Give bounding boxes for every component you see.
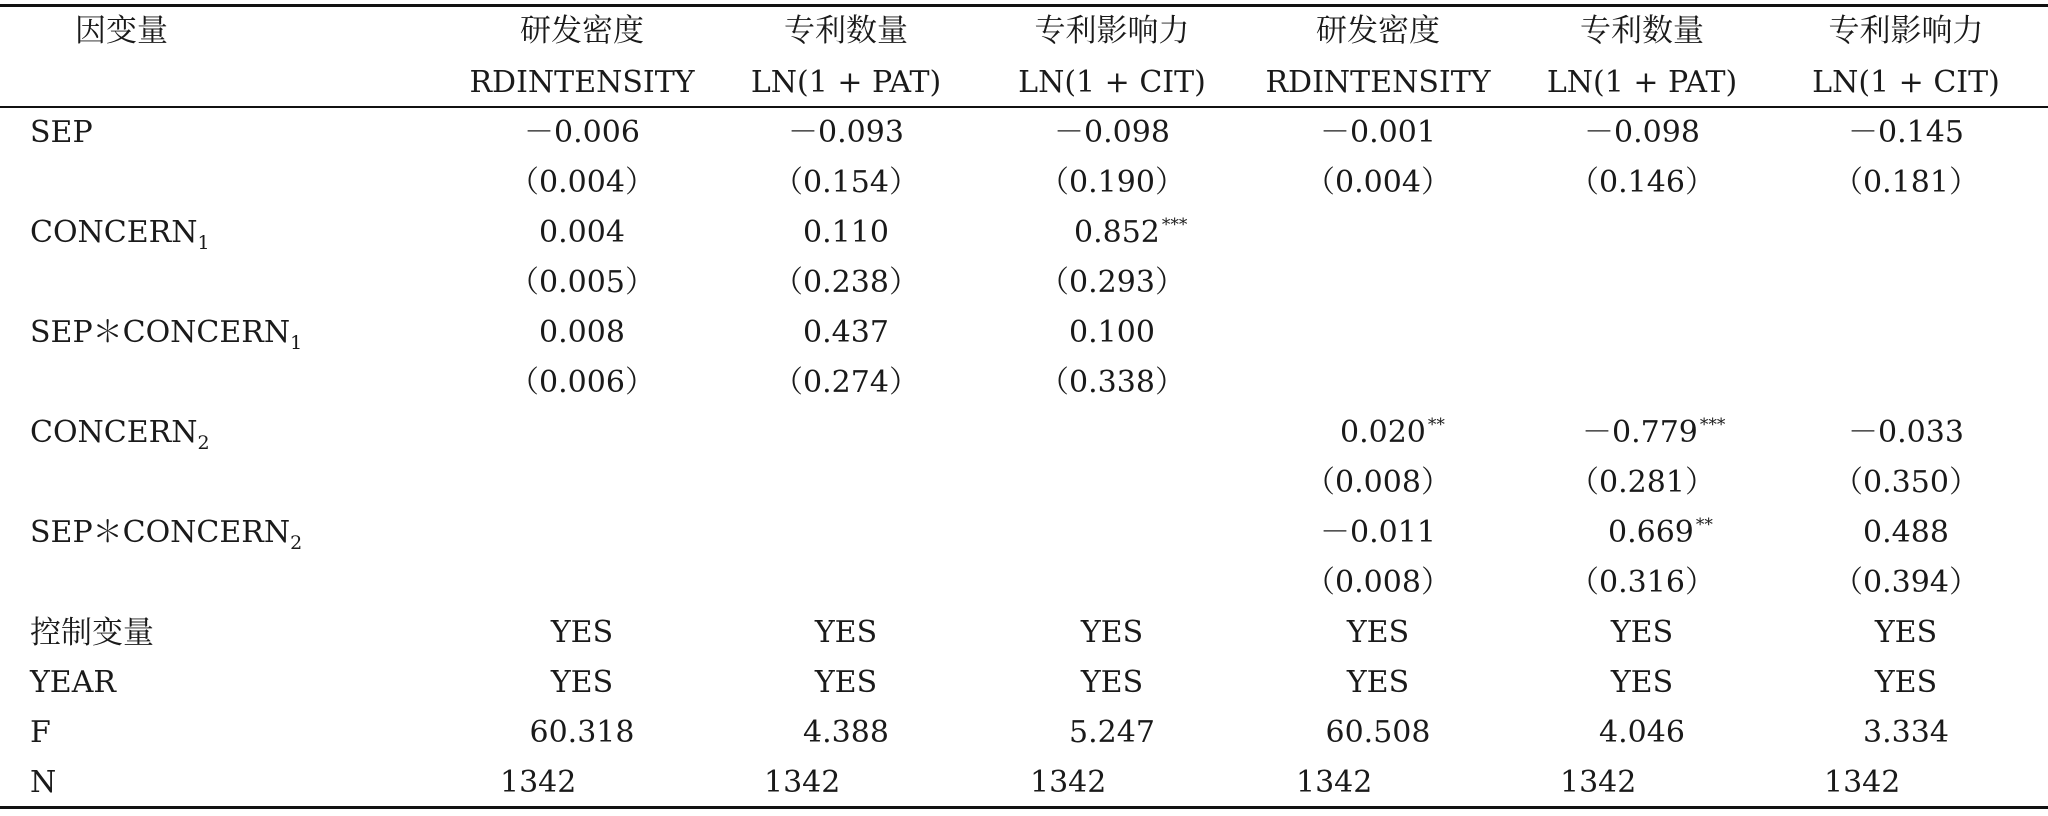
f-col4: 60.508 bbox=[1325, 715, 1431, 750]
sep-se-col3: （0.190） bbox=[1039, 165, 1185, 200]
header-subtitle-col1: RDINTENSITY bbox=[469, 65, 695, 100]
header-label: 因变量 bbox=[75, 13, 168, 49]
controls-col3: YES bbox=[1080, 615, 1144, 650]
controls-col6: YES bbox=[1874, 615, 1938, 650]
n-col1: 1342 bbox=[500, 765, 577, 800]
f-col5: 4.046 bbox=[1599, 715, 1685, 750]
n-col6: 1342 bbox=[1824, 765, 1901, 800]
row-label-sep-concern2: $SEP*CONCERN_2$ bbox=[30, 515, 303, 554]
year-col3: YES bbox=[1080, 665, 1144, 700]
row-label-year: YEAR bbox=[30, 665, 116, 700]
table-top-rule bbox=[0, 4, 2048, 7]
sep-coef-col2: －0.093 bbox=[788, 115, 904, 150]
header-subtitle-col6: LN(1 + CIT) bbox=[1812, 65, 2000, 100]
year-col1: YES bbox=[550, 665, 614, 700]
concern2-coef-col4: 0.020 ** bbox=[1340, 415, 1445, 450]
year-col6: YES bbox=[1874, 665, 1938, 700]
row-label-concern2: $CONCERN_2$ bbox=[30, 415, 210, 454]
n-col4: 1342 bbox=[1296, 765, 1373, 800]
sep-concern2-se-col5: （0.316） bbox=[1569, 565, 1715, 600]
sep-concern2-coef-col6: 0.488 bbox=[1863, 515, 1949, 550]
sep-se-col2: （0.154） bbox=[773, 165, 919, 200]
concern1-se-col3: （0.293） bbox=[1039, 265, 1185, 300]
header-title-col3: 专利影响力 bbox=[1034, 13, 1190, 49]
concern1-se-col2: （0.238） bbox=[773, 265, 919, 300]
concern2-coef-col6: －0.033 bbox=[1848, 415, 1964, 450]
concern2-se-col4: （0.008） bbox=[1305, 465, 1451, 500]
header-subtitle-col3: LN(1 + CIT) bbox=[1018, 65, 1206, 100]
n-col5: 1342 bbox=[1560, 765, 1637, 800]
concern2-se-col6: （0.350） bbox=[1833, 465, 1979, 500]
year-col5: YES bbox=[1610, 665, 1674, 700]
controls-col4: YES bbox=[1346, 615, 1410, 650]
row-label-concern1: $CONCERN_1$ bbox=[30, 215, 210, 254]
header-title-col6: 专利影响力 bbox=[1828, 13, 1984, 49]
sep-se-col1: （0.004） bbox=[509, 165, 655, 200]
sep-concern2-coef-col5: 0.669 ** bbox=[1608, 515, 1713, 550]
header-title-col5: 专利数量 bbox=[1580, 13, 1704, 49]
sep-coef-col4: －0.001 bbox=[1320, 115, 1436, 150]
header-title-col1: 研发密度 bbox=[520, 13, 644, 49]
sep-concern1-se-col1: （0.006） bbox=[509, 365, 655, 400]
concern1-se-col1: （0.005） bbox=[509, 265, 655, 300]
controls-col5: YES bbox=[1610, 615, 1674, 650]
concern2-se-col5: （0.281） bbox=[1569, 465, 1715, 500]
significance-stars: *** bbox=[1161, 215, 1188, 235]
sep-coef-col1: －0.006 bbox=[524, 115, 640, 150]
controls-col1: YES bbox=[550, 615, 614, 650]
header-title-col2: 专利数量 bbox=[784, 13, 908, 49]
sep-se-col6: （0.181） bbox=[1833, 165, 1979, 200]
f-col6: 3.334 bbox=[1863, 715, 1949, 750]
table-header-rule bbox=[0, 106, 2048, 108]
n-col3: 1342 bbox=[1030, 765, 1107, 800]
sep-concern2-se-col6: （0.394） bbox=[1833, 565, 1979, 600]
row-label-controls: 控制变量 bbox=[30, 615, 154, 651]
significance-stars: ** bbox=[1427, 415, 1445, 435]
sep-concern2-se-col4: （0.008） bbox=[1305, 565, 1451, 600]
sep-coef-col5: －0.098 bbox=[1584, 115, 1700, 150]
n-col2: 1342 bbox=[764, 765, 841, 800]
sep-coef-col6: －0.145 bbox=[1848, 115, 1964, 150]
concern1-coef-col3: 0.852 *** bbox=[1074, 215, 1188, 250]
sep-concern1-se-col3: （0.338） bbox=[1039, 365, 1185, 400]
sep-concern1-coef-col1: 0.008 bbox=[539, 315, 625, 350]
year-col2: YES bbox=[814, 665, 878, 700]
row-label-n: N bbox=[30, 765, 57, 800]
sep-concern1-se-col2: （0.274） bbox=[773, 365, 919, 400]
sep-se-col4: （0.004） bbox=[1305, 165, 1451, 200]
f-col1: 60.318 bbox=[529, 715, 635, 750]
header-title-col4: 研发密度 bbox=[1316, 13, 1440, 49]
sep-concern1-coef-col3: 0.100 bbox=[1069, 315, 1155, 350]
header-subtitle-col4: RDINTENSITY bbox=[1265, 65, 1491, 100]
table-bottom-rule bbox=[0, 806, 2048, 809]
header-subtitle-col5: LN(1 + PAT) bbox=[1546, 65, 1738, 100]
sep-se-col5: （0.146） bbox=[1569, 165, 1715, 200]
row-label-sep: SEP bbox=[30, 115, 93, 150]
controls-col2: YES bbox=[814, 615, 878, 650]
row-label-f: F bbox=[30, 715, 51, 750]
f-col3: 5.247 bbox=[1069, 715, 1155, 750]
significance-stars: ** bbox=[1695, 515, 1713, 535]
sep-coef-col3: －0.098 bbox=[1054, 115, 1170, 150]
sep-concern1-coef-col2: 0.437 bbox=[803, 315, 889, 350]
significance-stars: *** bbox=[1699, 415, 1726, 435]
sep-concern2-coef-col4: －0.011 bbox=[1320, 515, 1436, 550]
row-label-sep-concern1: $SEP*CONCERN_1$ bbox=[30, 315, 303, 354]
concern2-coef-col5: －0.779 *** bbox=[1582, 415, 1726, 450]
f-col2: 4.388 bbox=[803, 715, 889, 750]
year-col4: YES bbox=[1346, 665, 1410, 700]
concern1-coef-col2: 0.110 bbox=[803, 215, 889, 250]
concern1-coef-col1: 0.004 bbox=[539, 215, 625, 250]
header-subtitle-col2: LN(1 + PAT) bbox=[750, 65, 942, 100]
